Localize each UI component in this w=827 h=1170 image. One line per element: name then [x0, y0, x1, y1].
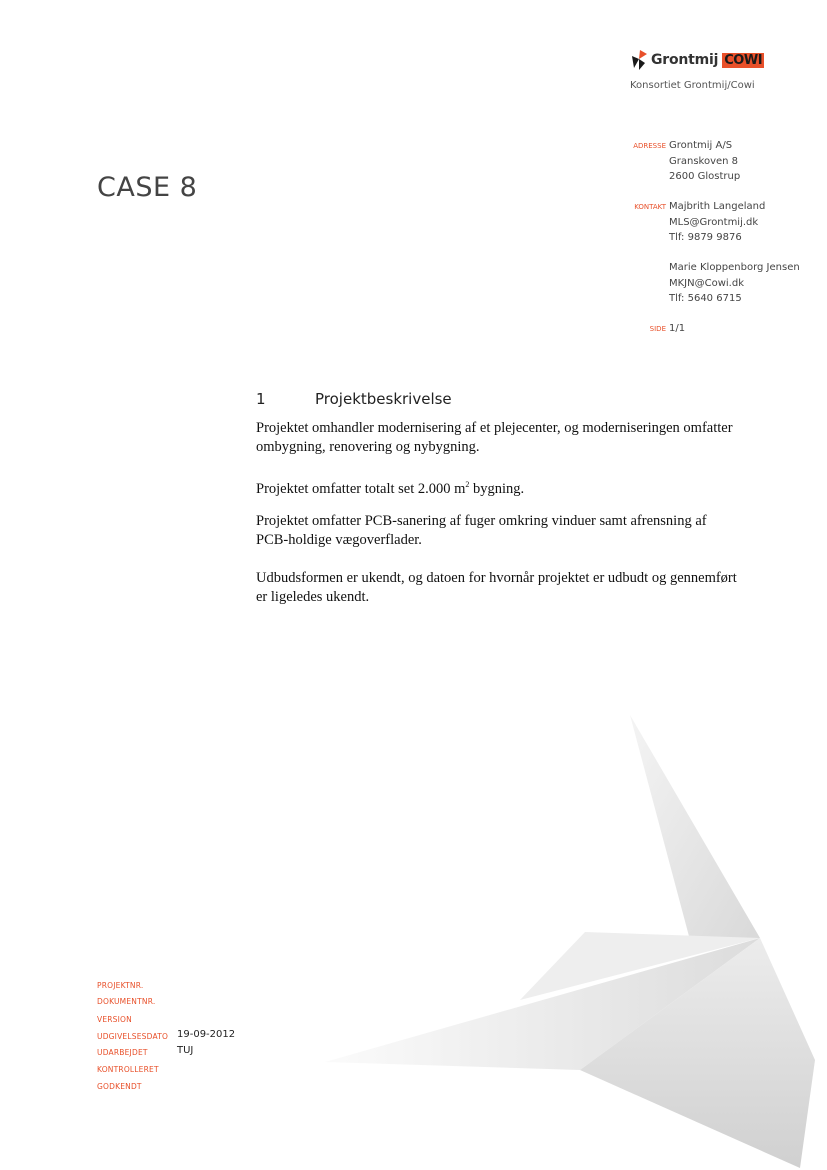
contact-phone: Tlf: 5640 6715: [669, 293, 742, 304]
paragraph-line: PCB-holdige vægoverflader.: [256, 532, 422, 548]
grontmij-logo-icon: [630, 50, 648, 70]
page-title: CASE 8: [97, 172, 198, 203]
contact-email: MKJN@Cowi.dk: [669, 277, 744, 289]
paragraph-line: er ligeledes ukendt.: [256, 589, 370, 605]
paragraph-line: Projektet omhandler modernisering af et plejecenter, og moderniseringen omfatter: [256, 420, 733, 436]
paragraph-text: bygning.: [469, 480, 525, 497]
paragraph-2: [256, 475, 776, 499]
udgivelsesdato-label: UDGIVELSESDATO: [97, 1032, 169, 1041]
logo-text-grontmij: Grontmij: [651, 52, 719, 68]
paragraph-line: Projektet omfatter PCB-sanering af fuger omkring vinduer samt afrensning af: [256, 513, 707, 529]
kontrolleret-label: KONTROLLERET: [97, 1065, 159, 1074]
page-label: SIDE: [649, 325, 666, 333]
paragraph-3: [256, 512, 776, 550]
address-line: Grontmij A/S: [669, 140, 733, 151]
superscript: 2: [465, 480, 470, 489]
projektnr-label: PROJEKTNR.: [97, 981, 144, 990]
section-title: Projektbeskrivelse: [315, 390, 452, 408]
udgivelsesdato-value: 19-09-2012: [177, 1029, 236, 1040]
logo-text-cowi: COWI: [724, 52, 763, 68]
address-line: 2600 Glostrup: [669, 171, 741, 182]
section-number: 1: [256, 390, 266, 408]
section-heading: [256, 390, 452, 408]
paragraph-line: ombygning, renovering og nybygning.: [256, 439, 480, 455]
udarbejdet-value: TUJ: [177, 1045, 194, 1056]
paragraph-4: [256, 569, 776, 607]
contact-label: KONTAKT: [634, 203, 666, 211]
paragraph-1: [256, 419, 776, 457]
contact-email: MLS@Grontmij.dk: [669, 216, 759, 228]
address-block: [669, 138, 740, 185]
address-line: Granskoven 8: [669, 155, 739, 167]
paragraph-text: Projektet omfatter totalt set 2.000 m: [256, 480, 466, 497]
version-label: VERSION: [97, 1015, 132, 1024]
udarbejdet-label: UDARBEJDET: [97, 1048, 148, 1057]
company-logo: [630, 50, 764, 70]
contact-person-2: [669, 260, 800, 307]
paragraph-line: Udbudsformen er ukendt, og datoen for hvornår projektet er udbudt og gennemført: [256, 570, 737, 586]
godkendt-label: GODKENDT: [97, 1082, 142, 1091]
address-label: ADRESSE: [633, 142, 666, 150]
page-number: 1/1: [669, 323, 686, 334]
dokumentnr-label: DOKUMENTNR.: [97, 997, 156, 1006]
contact-phone: Tlf: 9879 9876: [669, 232, 742, 243]
contact-name: Majbrith Langeland: [669, 201, 766, 212]
consortium-name: Konsortiet Grontmij/Cowi: [630, 80, 755, 91]
contact-person-1: [669, 199, 765, 246]
contact-name: Marie Kloppenborg Jensen: [669, 262, 800, 273]
